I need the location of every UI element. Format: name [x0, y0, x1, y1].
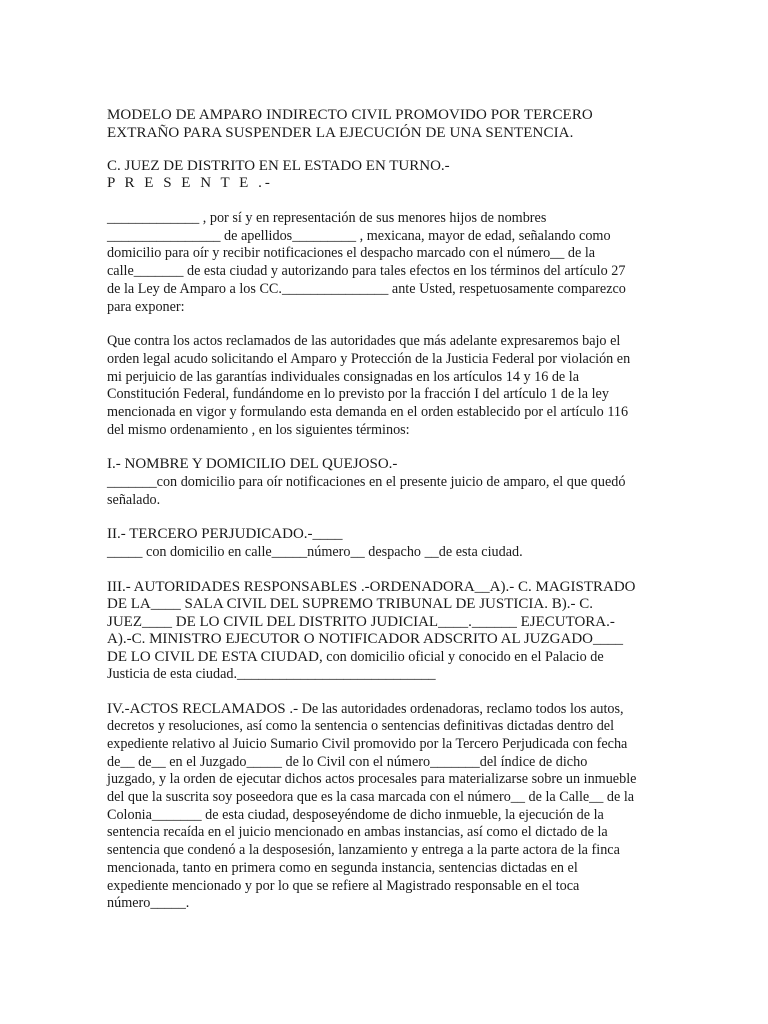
section-autoridades-heading: III.- AUTORIDADES RESPONSABLES .-ORDENADORA__A).- C. MAGISTRADO DE LA____ SALA CIVIL DEL SUPREMO TRIBUNAL DE JUSTICIA. B).- C. JUEZ____ DE LO CIVIL DEL DISTRITO JUDICIAL____.______ EJECUTORA.-A).-C. MINISTRO EJECUTOR O NOTIFICADOR ADSCRITO AL JUZGADO____ DE LO CIVIL DE ESTA CIUDAD,: [107, 578, 636, 665]
section-tercero-body: _____ con domicilio en calle_____número__ despacho __de esta ciudad.: [107, 543, 523, 560]
document-title: MODELO DE AMPARO INDIRECTO CIVIL PROMOVIDO POR TERCERO EXTRAÑO PARA SUSPENDER LA EJECUCIÓN DE UNA SENTENCIA.: [107, 107, 593, 141]
section-tercero-heading: II.- TERCERO PERJUDICADO.-____: [107, 526, 343, 543]
section-quejoso-body: _______con domicilio para oír notificaciones en el presente juicio de amparo, el que quedó señalado.: [107, 473, 626, 508]
section-actos-body: De las autoridades ordenadoras, reclamo todos los autos, decretos y resoluciones, así como la sentencia o sentencias definitivas dictadas dentro del expediente relativo al Juicio Sumario Civil promovido por la Tercero Perjudicada con fecha de__ de__ en el Juzgado_____ de lo Civil con el número_______del índice de dicho juzgado, y la orden de ejecutar dichos actos procesales para materializarse sobre un inmueble del que la suscrita soy poseedora que es la casa marcada con el número__ de la Calle__ de la Colonia_______ de esta ciudad, desposeyéndome de dicho inmueble, la ejecución de la sentencia recaída en el juicio mencionado en ambas instancias, así como el dictado de la sentencia que condenó a la desposesión, lanzamiento y entrega a la parte actora de la finca mencionada, tanto en primera como en segunda instancia, sentencias dictadas en el expediente mencionado y por lo que se refiere al Magistrado responsable en el toca número_____.: [107, 700, 637, 912]
section-actos: [107, 701, 637, 913]
section-quejoso: [107, 456, 637, 509]
section-actos-heading: IV.-ACTOS RECLAMADOS .-: [107, 700, 299, 717]
section-tercero: [107, 526, 637, 561]
document-body: [107, 106, 637, 913]
petition-paragraph: Que contra los actos reclamados de las autoridades que más adelante expresaremos bajo el orden legal acudo solicitando el Amparo y Protección de la Justicia Federal por violación en mi perjuicio de las garantías individuales consignadas en los artículos 14 y 16 de la Constitución Federal, fundándome en lo previsto por la fracción I del artículo 1 de la ley mencionada en vigor y formulando esta demanda en el orden establecido por el artículo 116 del mismo ordenamiento , en los siguientes términos:: [107, 333, 631, 438]
section-autoridades-tail: con domicilio oficial y conocido en el Palacio de Justicia de esta ciudad.____________________________: [107, 648, 604, 683]
presente-line: P R E S E N T E .-: [107, 175, 273, 191]
section-quejoso-heading: I.- NOMBRE Y DOMICILIO DEL QUEJOSO.-: [107, 456, 398, 473]
addressee-line: C. JUEZ DE DISTRITO EN EL ESTADO EN TURNO.-: [107, 158, 450, 174]
addressee-block: [107, 158, 637, 192]
intro-paragraph: _____________ , por sí y en representación de sus menores hijos de nombres ________________ de apellidos_________ , mexicana, mayor de edad, señalando como domicilio para oír y recibir notificaciones el despacho marcado con el número__ de la calle_______ de esta ciudad y autorizando para tales efectos en los términos del artículo 27 de la Ley de Amparo a los CC._______________ ante Usted, respetuosamente comparezco para exponer:: [107, 210, 626, 315]
section-autoridades: [107, 579, 637, 684]
